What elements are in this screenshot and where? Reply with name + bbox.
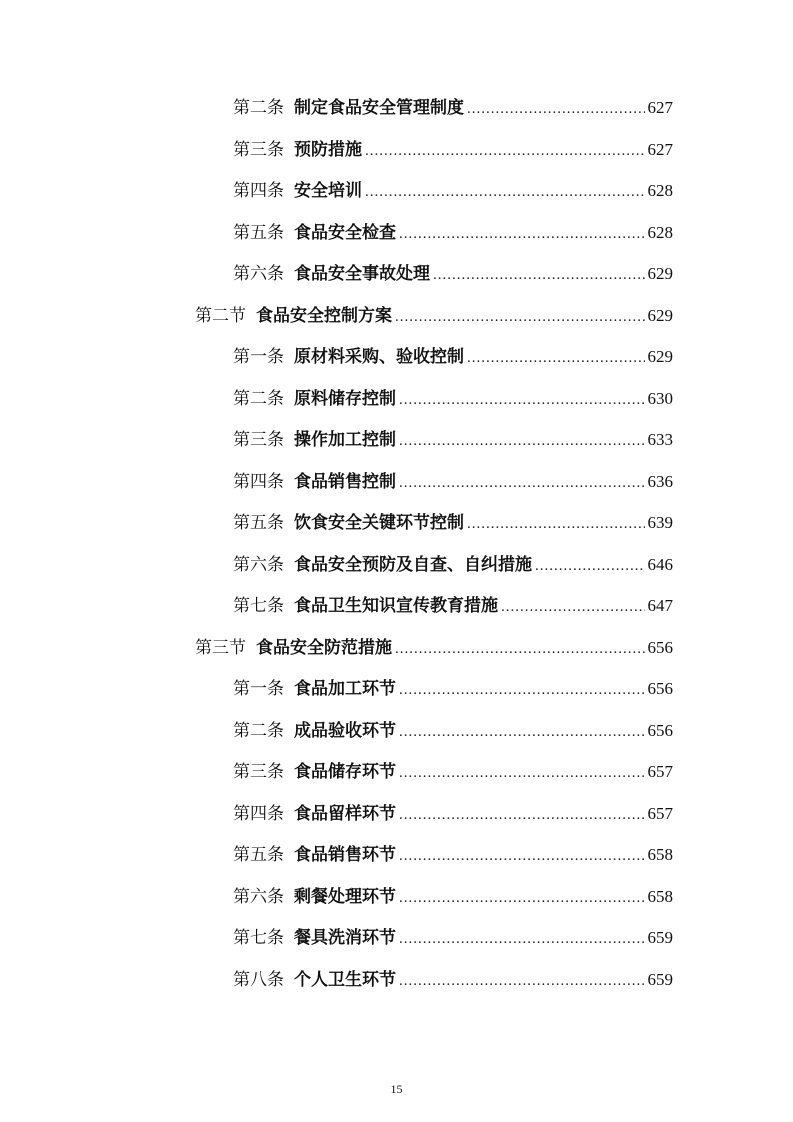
toc-entry-page: 656 [647, 720, 673, 740]
toc-entry-number: 第四条 [233, 803, 284, 824]
toc-section-entry[interactable] [0, 296, 793, 338]
toc-entry-page: 636 [647, 471, 673, 491]
toc-entry-page: 629 [647, 305, 673, 325]
toc-entry-page: 657 [647, 803, 673, 823]
toc-entry-page: 647 [647, 596, 673, 616]
toc-entry-title: 食品储存环节 [294, 762, 396, 783]
toc-entry-title: 操作加工控制 [294, 430, 396, 451]
dot-leader [399, 390, 645, 410]
toc-entry-number: 第四条 [233, 471, 284, 492]
toc-entry-page: 659 [647, 928, 673, 948]
toc-entry[interactable] [0, 960, 793, 1002]
toc-entry-title: 食品安全防范措施 [256, 637, 392, 658]
toc-entry-page: 646 [647, 554, 673, 574]
toc-entry[interactable] [0, 877, 793, 919]
toc-entry-page: 656 [647, 637, 673, 657]
toc-entry-number: 第二条 [233, 720, 284, 741]
toc-entry[interactable] [0, 669, 793, 711]
toc-entry-number: 第六条 [233, 264, 284, 285]
dot-leader [399, 888, 645, 908]
dot-leader [501, 597, 645, 617]
toc-entry[interactable] [0, 545, 793, 587]
toc-entry-title: 食品销售控制 [294, 471, 396, 492]
dot-leader [399, 971, 645, 991]
toc-entry[interactable] [0, 337, 793, 379]
toc-entry-page: 639 [647, 513, 673, 533]
toc-entry-number: 第七条 [233, 928, 284, 949]
toc-entry-title: 饮食安全关键环节控制 [294, 513, 464, 534]
dot-leader [399, 763, 645, 783]
table-of-contents [0, 88, 793, 1001]
toc-section-entry[interactable] [0, 628, 793, 670]
toc-entry-title: 食品留样环节 [294, 803, 396, 824]
toc-entry-title: 食品安全控制方案 [256, 305, 392, 326]
toc-entry-number: 第二节 [195, 305, 246, 326]
toc-entry-number: 第五条 [233, 222, 284, 243]
toc-entry-number: 第三条 [233, 430, 284, 451]
toc-entry-page: 627 [647, 98, 673, 118]
dot-leader [365, 141, 645, 161]
toc-entry-page: 629 [647, 264, 673, 284]
toc-entry-title: 成品验收环节 [294, 720, 396, 741]
toc-entry-number: 第八条 [233, 969, 284, 990]
toc-entry[interactable] [0, 586, 793, 628]
toc-entry-title: 食品卫生知识宣传教育措施 [294, 596, 498, 617]
toc-entry[interactable] [0, 88, 793, 130]
toc-entry[interactable] [0, 794, 793, 836]
toc-entry-title: 食品安全事故处理 [294, 264, 430, 285]
dot-leader [399, 473, 645, 493]
toc-entry-page: 628 [647, 222, 673, 242]
toc-entry-title: 食品安全预防及自查、自纠措施 [294, 554, 532, 575]
dot-leader [399, 929, 645, 949]
dot-leader [365, 182, 645, 202]
toc-entry-number: 第六条 [233, 886, 284, 907]
toc-entry[interactable] [0, 420, 793, 462]
toc-entry[interactable] [0, 213, 793, 255]
toc-entry-number: 第三条 [233, 762, 284, 783]
dot-leader [399, 805, 645, 825]
page-number: 15 [390, 1082, 403, 1096]
toc-entry-title: 食品销售环节 [294, 845, 396, 866]
toc-entry-page: 658 [647, 886, 673, 906]
toc-entry-page: 658 [647, 845, 673, 865]
toc-entry[interactable] [0, 171, 793, 213]
dot-leader [399, 224, 645, 244]
toc-entry-title: 制定食品安全管理制度 [294, 98, 464, 119]
toc-entry-page: 659 [647, 969, 673, 989]
dot-leader [535, 556, 645, 576]
toc-entry-title: 原材料采购、验收控制 [294, 347, 464, 368]
toc-entry-number: 第二条 [233, 388, 284, 409]
toc-entry[interactable] [0, 918, 793, 960]
toc-entry[interactable] [0, 711, 793, 753]
toc-entry-page: 630 [647, 388, 673, 408]
toc-entry-page: 657 [647, 762, 673, 782]
toc-entry-number: 第三条 [233, 139, 284, 160]
toc-entry-title: 餐具洗消环节 [294, 928, 396, 949]
toc-entry[interactable] [0, 835, 793, 877]
toc-entry-title: 个人卫生环节 [294, 969, 396, 990]
toc-entry[interactable] [0, 752, 793, 794]
toc-entry-page: 633 [647, 430, 673, 450]
toc-entry-page: 629 [647, 347, 673, 367]
toc-entry-page: 627 [647, 139, 673, 159]
toc-entry-title: 食品安全检查 [294, 222, 396, 243]
dot-leader [399, 722, 645, 742]
toc-entry-number: 第四条 [233, 181, 284, 202]
toc-entry-page: 628 [647, 181, 673, 201]
toc-entry-number: 第五条 [233, 513, 284, 534]
toc-entry-number: 第三节 [195, 637, 246, 658]
dot-leader [399, 846, 645, 866]
toc-entry-number: 第六条 [233, 554, 284, 575]
dot-leader [467, 514, 645, 534]
dot-leader [395, 307, 645, 327]
dot-leader [467, 348, 645, 368]
toc-entry-title: 安全培训 [294, 181, 362, 202]
toc-entry-page: 656 [647, 679, 673, 699]
toc-entry-number: 第一条 [233, 679, 284, 700]
toc-entry-number: 第二条 [233, 98, 284, 119]
dot-leader [399, 680, 645, 700]
dot-leader [467, 99, 645, 119]
toc-entry-number: 第一条 [233, 347, 284, 368]
dot-leader [399, 431, 645, 451]
dot-leader [395, 639, 645, 659]
toc-entry[interactable] [0, 379, 793, 421]
dot-leader [433, 265, 645, 285]
toc-entry[interactable] [0, 130, 793, 172]
toc-entry-number: 第五条 [233, 845, 284, 866]
toc-entry[interactable] [0, 503, 793, 545]
toc-entry[interactable] [0, 254, 793, 296]
toc-entry-title: 剩餐处理环节 [294, 886, 396, 907]
toc-entry-title: 食品加工环节 [294, 679, 396, 700]
toc-entry-title: 原料储存控制 [294, 388, 396, 409]
toc-entry-title: 预防措施 [294, 139, 362, 160]
toc-entry[interactable] [0, 462, 793, 504]
toc-entry-number: 第七条 [233, 596, 284, 617]
